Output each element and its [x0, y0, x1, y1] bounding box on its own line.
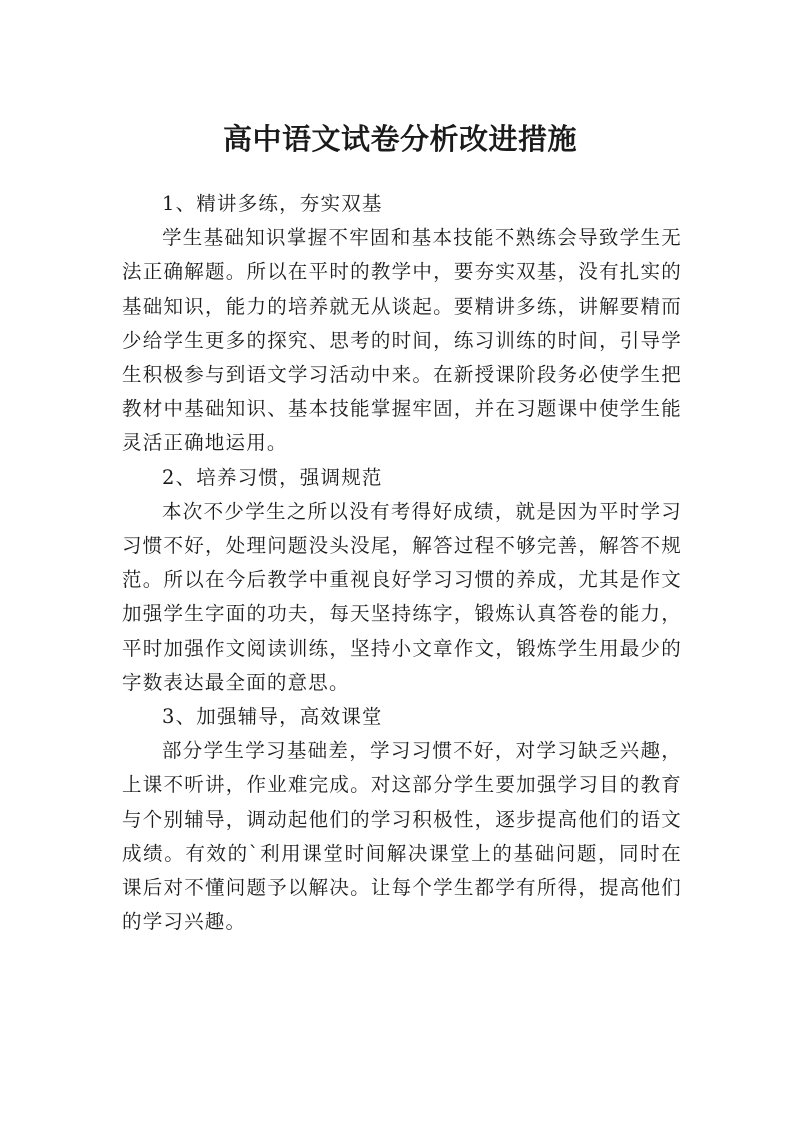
- section-3: [122, 700, 682, 939]
- section-heading: 1、精讲多练，夯实双基: [162, 192, 383, 215]
- section-heading: 3、加强辅导，高效课堂: [162, 705, 383, 729]
- section-1: [122, 187, 682, 461]
- section-paragraph: 部分学生学习基础差，学习习惯不好，对学习缺乏兴趣，上课不听讲，作业难完成。对这部分学生要加强学习目的教育与个别辅导，调动起他们的学习积极性，逐步提高他们的语文成绩。有效的`利用课堂时间解决课堂上的基础问题，同时在课后对不懂问题予以解决。让每个学生都学有所得，提高他们的学习兴趣。: [122, 739, 682, 934]
- document-title: 高中语文试卷分析改进措施: [222, 122, 577, 157]
- section-2: [122, 461, 682, 700]
- section-paragraph: 本次不少学生之所以没有考得好成绩，就是因为平时学习习惯不好，处理问题没头没尾，解答过程不够完善，解答不规范。所以在今后教学中重视良好学习习惯的养成，尤其是作文加强学生字面的功夫，每天坚持练字，锻炼认真答卷的能力，平时加强作文阅读训练，坚持小文章作文，锻炼学生用最少的字数表达最全面的意思。: [122, 499, 682, 694]
- section-heading: 2、培养习惯，强调规范: [162, 465, 383, 489]
- section-paragraph: 学生基础知识掌握不牢固和基本技能不熟练会导致学生无法正确解题。所以在平时的教学中，要夯实双基，没有扎实的基础知识，能力的培养就无从谈起。要精讲多练，讲解要精而少给学生更多的探究、思考的时间，练习训练的时间，引导学生积极参与到语文学习活动中来。在新授课阶段务必使学生把教材中基础知识、基本技能掌握牢固，并在习题课中使学生能灵活正确地运用。: [122, 226, 682, 455]
- document-body: [122, 187, 682, 939]
